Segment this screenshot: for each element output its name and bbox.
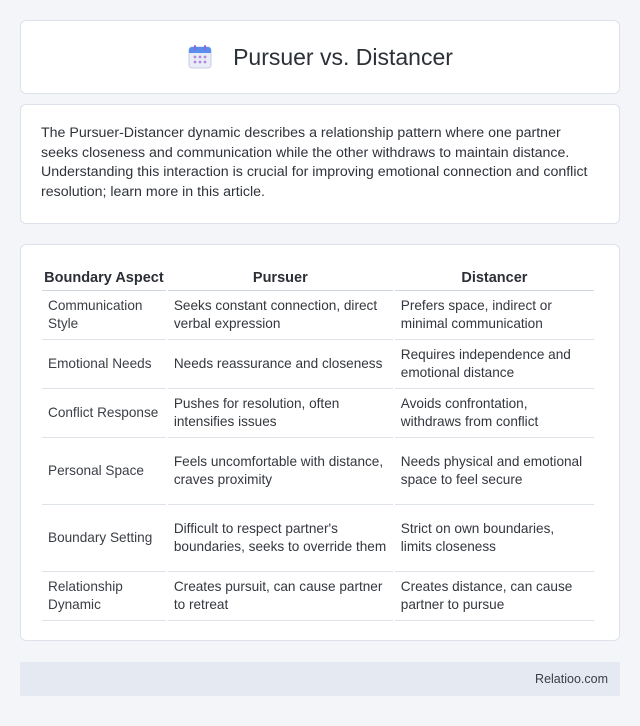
- row-pursuer: Feels uncomfortable with distance, craves proximity: [168, 438, 393, 505]
- calendar-icon: [187, 44, 213, 70]
- row-aspect: Boundary Setting: [42, 505, 166, 572]
- table-row: [42, 505, 594, 572]
- table-row: [42, 340, 594, 389]
- title-card: [20, 20, 620, 94]
- table-row: [42, 572, 594, 621]
- table-row: [42, 389, 594, 438]
- row-pursuer: Seeks constant connection, direct verbal expression: [168, 291, 393, 340]
- column-header-pursuer: Pursuer: [168, 265, 393, 291]
- row-aspect: Emotional Needs: [42, 340, 166, 389]
- table-header-row: [42, 265, 594, 291]
- row-pursuer: Needs reassurance and closeness: [168, 340, 393, 389]
- footer: [20, 662, 620, 696]
- column-header-distancer: Distancer: [395, 265, 594, 291]
- table-row: [42, 291, 594, 340]
- row-aspect: Relationship Dynamic: [42, 572, 166, 621]
- row-distancer: Needs physical and emotional space to feel secure: [395, 438, 594, 505]
- page-title: Pursuer vs. Distancer: [233, 43, 453, 70]
- column-header-aspect: Boundary Aspect: [42, 265, 166, 291]
- intro-card: [20, 104, 620, 224]
- row-distancer: Strict on own boundaries, limits closeness: [395, 505, 594, 572]
- row-aspect: Conflict Response: [42, 389, 166, 438]
- row-distancer: Avoids confrontation, withdraws from conflict: [395, 389, 594, 438]
- row-distancer: Creates distance, can cause partner to pursue: [395, 572, 594, 621]
- intro-text: The Pursuer-Distancer dynamic describes a relationship pattern where one partner seeks closeness and communication while the other withdraws to maintain distance. Understanding this interaction is crucial for improving emotional connection and conflict resolution; learn more in this article.: [41, 125, 588, 200]
- footer-brand: Relatioo.com: [535, 672, 608, 686]
- row-aspect: Personal Space: [42, 438, 166, 505]
- row-aspect: Communication Style: [42, 291, 166, 340]
- comparison-table-card: [20, 244, 620, 641]
- row-distancer: Prefers space, indirect or minimal communication: [395, 291, 594, 340]
- comparison-table: [40, 265, 596, 621]
- row-pursuer: Pushes for resolution, often intensifies issues: [168, 389, 393, 438]
- row-pursuer: Difficult to respect partner's boundaries, seeks to override them: [168, 505, 393, 572]
- row-distancer: Requires independence and emotional distance: [395, 340, 594, 389]
- table-row: [42, 438, 594, 505]
- row-pursuer: Creates pursuit, can cause partner to retreat: [168, 572, 393, 621]
